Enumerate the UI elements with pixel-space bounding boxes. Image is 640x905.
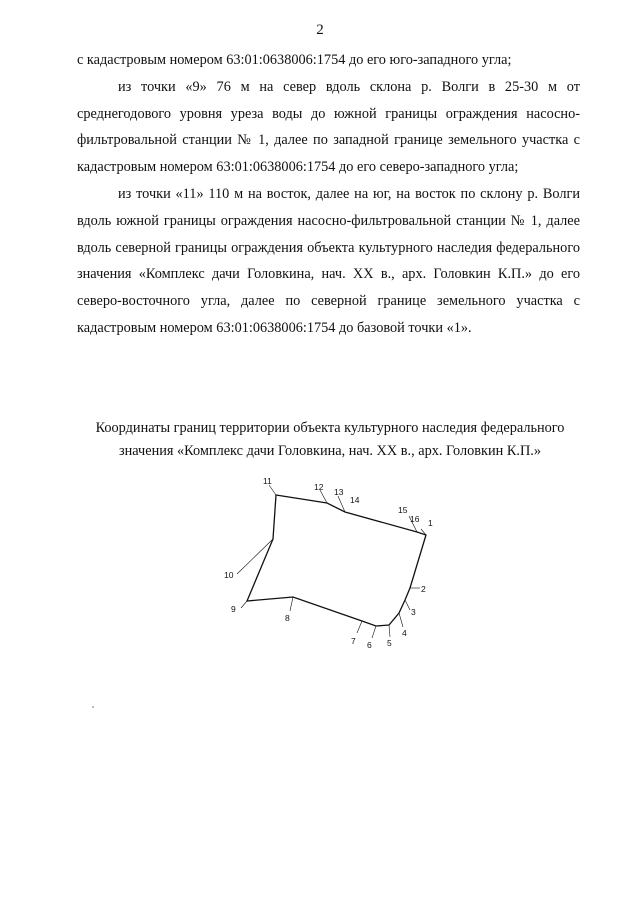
point-label-14: 14 (350, 495, 360, 505)
point-label-12: 12 (314, 482, 324, 492)
point-label-6: 6 (367, 640, 372, 650)
point-label-3: 3 (411, 607, 416, 617)
point-label-7: 7 (351, 636, 356, 646)
point-label-16: 16 (410, 514, 420, 524)
caption-line-1: Координаты границ территории объекта культурного наследия федерального (95, 420, 565, 436)
paragraph-3: из точки «11» 110 м на восток, далее на юг, на восток по склону р. Волги вдоль южной границы ограждения насосно-фильтровальной станции № 1, далее вдоль северной границы ограждения объекта культурного наследия федерального значения «Комплекс дачи Головкина, нач. XX в., арх. Головкин К.П.» до его северо-восточного угла, далее по северной границе земельного участка с кадастровым номером 63:01:0638006:1754 до базовой точки «1». (77, 185, 580, 336)
scheme-caption (70, 417, 590, 463)
body-text (77, 47, 580, 342)
point-label-2: 2 (421, 584, 426, 594)
caption-line-2: значения «Комплекс дачи Головкина, нач. XX в., арх. Головкин К.П.» (118, 443, 542, 459)
point-label-1: 1 (428, 518, 433, 528)
paragraph-2: из точки «9» 76 м на север вдоль склона р. Волги в 25-30 м от среднегодового уровня уреза воды до южной границы ограждения насосно-фильтровальной станции № 1, далее по западной границе земельного участка с кадастровым номером 63:01:0638006:1754 до его северо-западного угла; (77, 78, 580, 176)
point-label-4: 4 (402, 628, 407, 638)
point-label-9: 9 (231, 604, 236, 614)
point-label-11: 11 (263, 476, 272, 486)
scan-speck (92, 706, 94, 708)
point-label-13: 13 (334, 487, 344, 497)
boundary-scheme (210, 470, 450, 670)
point-label-15: 15 (398, 505, 408, 515)
point-label-10: 10 (224, 570, 234, 580)
paragraph-1: с кадастровым номером 63:01:0638006:1754 до его юго-западного угла; (77, 52, 512, 68)
point-label-5: 5 (387, 638, 392, 648)
point-label-8: 8 (285, 613, 290, 623)
page-number: 2 (316, 22, 324, 38)
